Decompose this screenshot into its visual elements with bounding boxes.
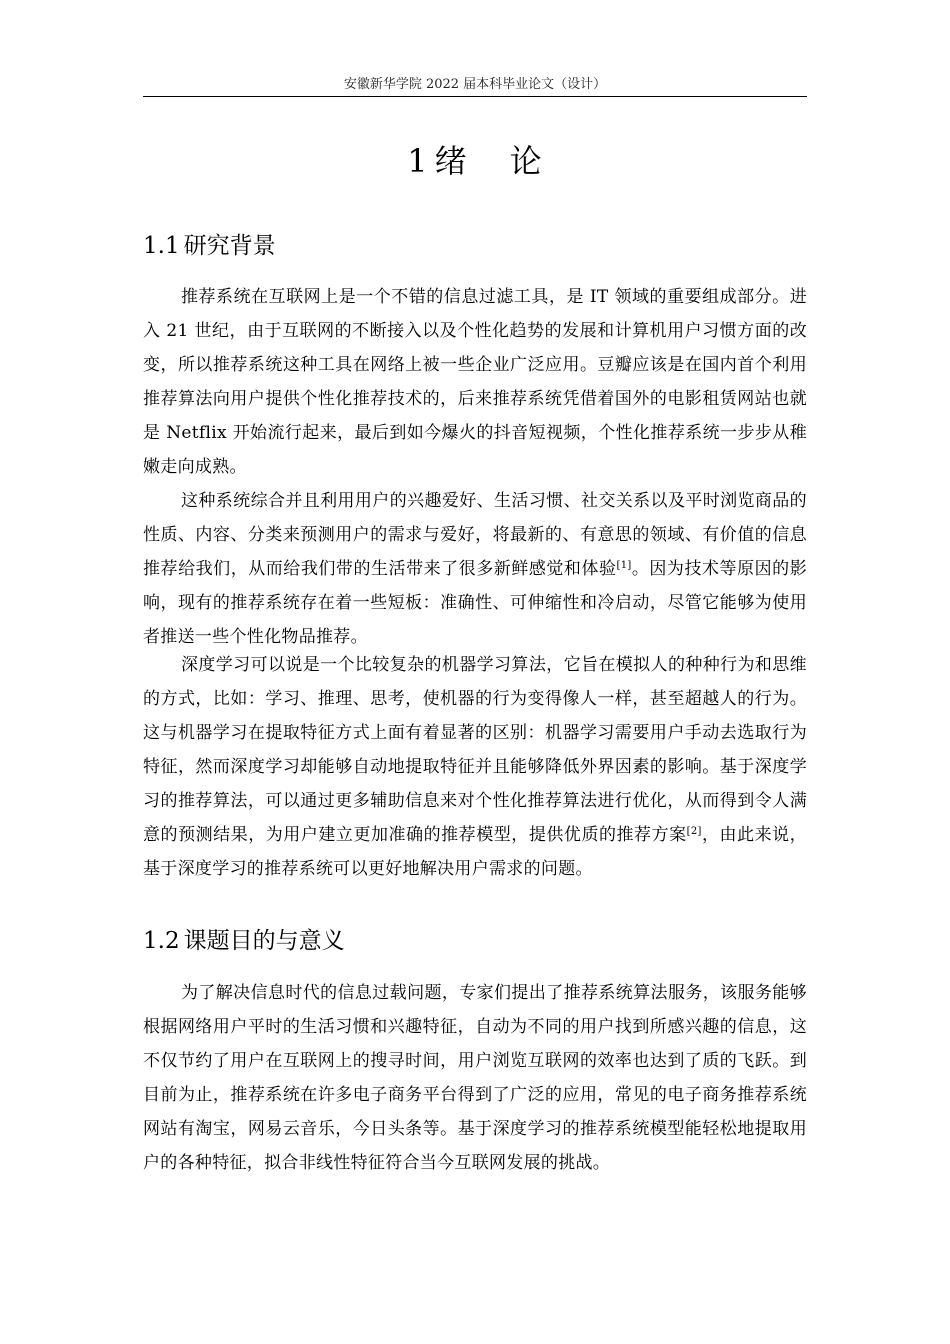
section-number: 1.2 xyxy=(143,928,180,954)
paragraph-text: ，由此来说，基于深度学习的推荐系统可以更好地解决用户需求的问题。 xyxy=(143,825,807,879)
section-heading-1-1 xyxy=(143,230,807,262)
paragraph: 为了解决信息时代的信息过载问题，专家们提出了推荐系统算法服务，该服务能够根据网络用户平时的生活习惯和兴趣特征，自动为不同的用户找到所感兴趣的信息，这不仅节约了用户在互联网上的搜寻时间，用户浏览互联网的效率也达到了质的飞跃。到目前为止，推荐系统在许多电子商务平台得到了广泛的应用，常见的电子商务推荐系统网站有淘宝，网易云音乐，今日头条等。基于深度学习的推荐系统模型能轻松地提取用户的各种特征，拟合非线性特征符合当今互联网发展的挑战。 xyxy=(143,983,807,1173)
paragraph: 推荐系统在互联网上是一个不错的信息过滤工具，是 IT 领域的重要组成部分。进入 21 世纪，由于互联网的不断接入以及个性化趋势的发展和计算机用户习惯方面的改变，所以推荐系统这种工具在网络上被一些企业广泛应用。豆瓣应该是在国内首个利用推荐算法向用户提供个性化推荐技术的，后来推荐系统凭借着国外的电影租赁网站也就是 Netflix 开始流行起来，最后到如今爆火的抖音短视频，个性化推荐系统一步步从稚嫩走向成熟。 xyxy=(143,287,807,477)
paragraph xyxy=(143,484,807,654)
paragraph-text: 。因为技术等原因的影响，现有的推荐系统存在着一些短板：准确性、可伸缩性和冷启动，尽管它能够为使用者推送一些个性化物品推荐。 xyxy=(143,559,807,647)
running-header: 安徽新华学院 2022 届本科毕业论文（设计） xyxy=(343,77,607,92)
section-title-text: 研究背景 xyxy=(183,233,276,259)
citation-ref[interactable]: [1] xyxy=(616,560,632,571)
paragraph-text: 深度学习可以说是一个比较复杂的机器学习算法，它旨在模拟人的种种行为和思维的方式，比如：学习、推理、思考，使机器的行为变得像人一样，甚至超越人的行为。这与机器学习在提取特征方式上面有着显著的区别：机器学习需要用户手动去选取行为特征，然而深度学习却能够自动地提取特征并且能够降低外界因素的影响。基于深度学习的推荐算法，可以通过更多辅助信息来对个性化推荐算法进行优化，从而得到令人满意的预测结果，为用户建立更加准确的推荐模型，提供优质的推荐方案 xyxy=(143,655,807,845)
citation-ref[interactable]: [2] xyxy=(686,826,702,837)
paragraph-text: 这种系统综合并且利用用户的兴趣爱好、生活习惯、社交关系以及平时浏览商品的性质、内容、分类来预测用户的需求与爱好，将最新的、有意思的领域、有价值的信息推荐给我们，从而给我们带的生活带来了很多新鲜感觉和体验 xyxy=(143,491,807,579)
paragraph xyxy=(143,648,807,886)
chapter-title xyxy=(143,138,807,184)
header-rule xyxy=(143,96,807,97)
chapter-title-char-2: 论 xyxy=(509,142,543,180)
section-heading-1-2 xyxy=(143,925,807,957)
chapter-title-char-1: 绪 xyxy=(434,142,468,180)
section-title-text: 课题目的与意义 xyxy=(183,928,345,954)
section-number: 1.1 xyxy=(143,233,180,259)
chapter-number: 1 xyxy=(407,142,429,180)
